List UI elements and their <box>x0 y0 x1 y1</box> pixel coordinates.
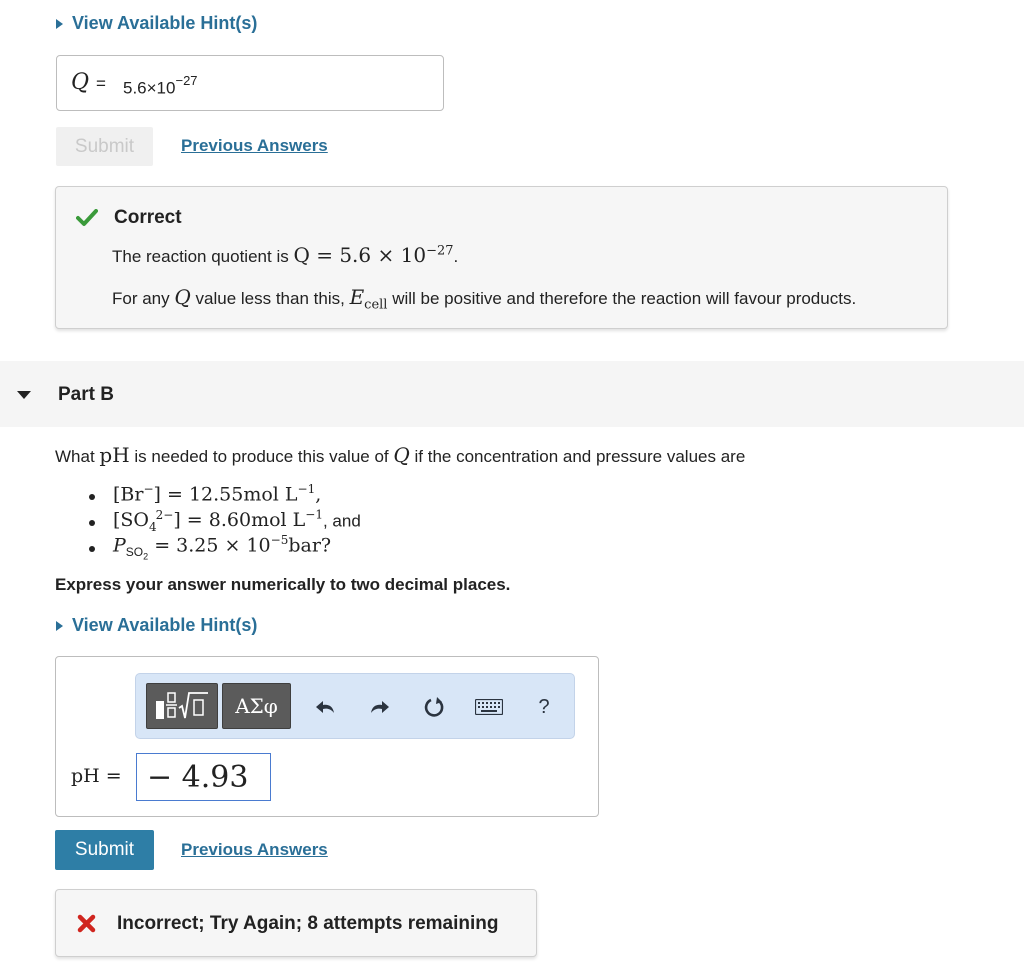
view-hints-link-a[interactable] <box>56 13 257 34</box>
bullet-so2-pressure: $P_{SO_2} = 3.25 \times 10^{-5}bar$? <box>113 533 332 562</box>
templates-button[interactable] <box>146 683 218 729</box>
incorrect-feedback-panel <box>55 889 537 957</box>
x-mark-icon <box>77 914 96 933</box>
reset-icon[interactable] <box>421 694 447 720</box>
view-hints-link-b[interactable] <box>56 615 257 636</box>
part-b-header[interactable] <box>0 361 1024 427</box>
answer-area-b <box>55 656 599 817</box>
submit-button-b[interactable]: Submit <box>55 830 154 870</box>
greek-symbols-button[interactable]: ΑΣφ <box>222 683 291 729</box>
bullet-so4-concentration: $[SO_4^{2-}] = 8.60mol$ $L^{-1}$, and <box>113 508 361 535</box>
undo-icon[interactable] <box>313 694 339 720</box>
ph-input-label: pH = <box>71 765 122 787</box>
answer-instruction: Express your answer numerically to two decimal places. <box>55 575 511 594</box>
view-hints-label: View Available Hint(s) <box>72 13 258 33</box>
math-toolbar <box>135 673 575 739</box>
fraction-sqrt-icon <box>152 690 212 722</box>
feedback-line-1: The reaction quotient is $Q = 5.6 \times 10^{-27}$. <box>112 243 459 267</box>
incorrect-status: Incorrect; Try Again; 8 attempts remaining <box>117 913 499 934</box>
caret-down-icon <box>17 391 31 399</box>
caret-right-icon <box>56 621 63 631</box>
redo-icon[interactable] <box>366 694 392 720</box>
view-hints-label: View Available Hint(s) <box>72 615 258 635</box>
part-b-question: What pH is needed to produce this value of Q if the concentration and pressure values are <box>55 443 746 467</box>
submit-button-a[interactable]: Submit <box>56 127 153 166</box>
previous-answers-link-b[interactable]: Previous Answers <box>181 840 328 859</box>
check-icon <box>76 209 98 227</box>
correct-status: Correct <box>114 207 182 228</box>
answer-box-a[interactable] <box>56 55 444 111</box>
bullet-dot <box>89 546 95 552</box>
bullet-br-concentration: [Br−] = 12.55mol $L^{-1}$, <box>113 482 322 506</box>
q-equals: = <box>96 74 106 93</box>
feedback-line-2: For any Q value less than this, $E_{cell}$ will be positive and therefore the reaction will favour products. <box>112 285 857 313</box>
previous-answers-link-a[interactable]: Previous Answers <box>181 136 328 155</box>
keyboard-icon[interactable] <box>474 694 504 720</box>
caret-right-icon <box>56 19 63 29</box>
ph-answer-input[interactable]: − 4.93 <box>136 753 271 801</box>
help-button[interactable]: ? <box>538 695 550 718</box>
bullet-dot <box>89 520 95 526</box>
correct-feedback-panel <box>55 186 948 329</box>
q-symbol: Q <box>71 70 90 95</box>
q-answer-value: $5.6\times 10^{-27}$ <box>123 73 198 98</box>
part-b-title: Part B <box>58 384 114 405</box>
bullet-dot <box>89 494 95 500</box>
